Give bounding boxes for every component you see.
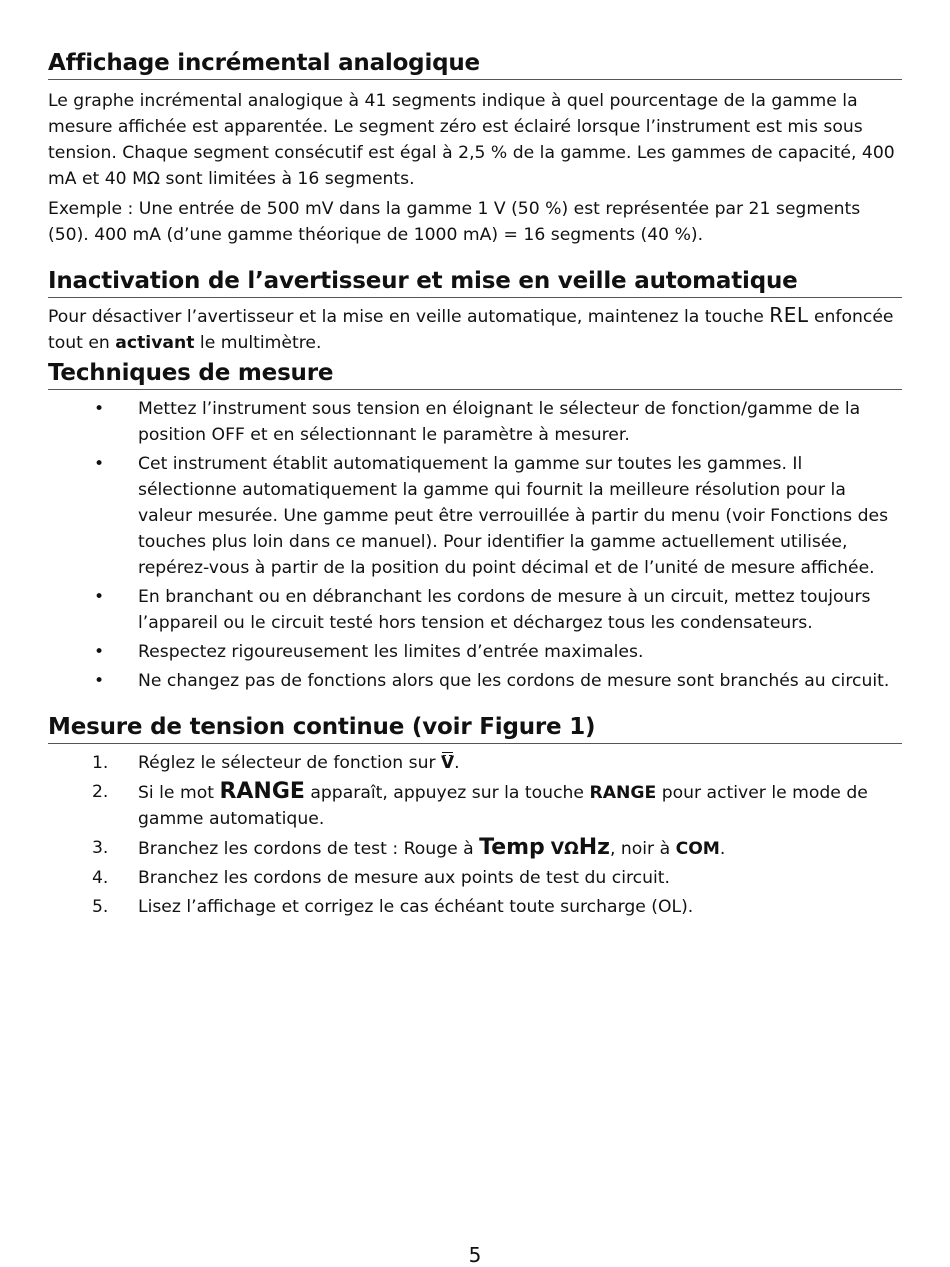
step-4: 4. Branchez les cordons de mesure aux points de test du circuit.: [48, 865, 902, 891]
hz-terminal-label: Hz: [578, 835, 610, 860]
step-number: 2.: [92, 782, 109, 802]
dc-voltage-icon: V: [441, 750, 454, 776]
section-analog-display: [48, 48, 902, 248]
rel-key-label: REL: [769, 303, 809, 327]
step-5: 5. Lisez l’affichage et corrigez le cas échéant toute surcharge (OL).: [48, 894, 902, 920]
step-3: 3. Branchez les cordons de test : Rouge à Temp VΩHz, noir à COM.: [92, 835, 726, 860]
step-number: 4.: [92, 868, 109, 888]
beeper-paragraph: Pour désactiver l’avertisseur et la mise en veille automatique, maintenez la touche REL enfoncée tout en activant le multimètre.: [48, 303, 894, 353]
list-item: • Cet instrument établit automatiquement la gamme sur toutes les gammes. Il sélectionne automatiquement la gamme qui fournit la meilleure résolution pour la valeur mesurée. Une gamme peut être verrouillée à partir du menu (voir Fonctions des touches plus loin dans ce manuel). Pour identifier la gamme actuellement utilisée, repérez-vous à partir de la position du point décimal et de l’unité de mesure affichée.: [48, 451, 902, 581]
vohm-terminal-label: VΩ: [544, 839, 579, 859]
com-terminal-label: COM: [675, 839, 720, 859]
bold-activant: activant: [115, 333, 195, 353]
bullet-icon: •: [94, 642, 105, 662]
step-number: 5.: [92, 897, 109, 917]
techniques-list: [48, 396, 902, 694]
list-item: • Mettez l’instrument sous tension en éloignant le sélecteur de fonction/gamme de la position OFF et en sélectionnant le paramètre à mesurer.: [48, 396, 902, 448]
section-title-beeper: Inactivation de l’avertisseur et mise en veille automatique: [48, 266, 902, 298]
bullet-icon: •: [94, 399, 105, 419]
section-beeper: [48, 266, 902, 356]
step-1: 1. Réglez le sélecteur de fonction sur V.: [48, 750, 902, 776]
section-title-analog: Affichage incrémental analogique: [48, 48, 902, 80]
section-dc-voltage: [48, 712, 902, 920]
step-2: 2. Si le mot RANGE apparaît, appuyez sur la touche RANGE pour activer le mode de gamme automatique.: [92, 779, 868, 829]
step-number: 1.: [92, 753, 109, 773]
section-title-techniques: Techniques de mesure: [48, 358, 902, 390]
analog-example: Exemple : Une entrée de 500 mV dans la gamme 1 V (50 %) est représentée par 21 segments (50). 400 mA (d’une gamme théorique de 1000 mA) = 16 segments (40 %).: [48, 199, 861, 245]
bullet-icon: •: [94, 587, 105, 607]
manual-page: [48, 48, 902, 923]
range-display-label: RANGE: [219, 779, 305, 804]
step-number: 3.: [92, 838, 109, 858]
list-item: • En branchant ou en débranchant les cordons de mesure à un circuit, mettez toujours l’appareil ou le circuit testé hors tension et déchargez tous les condensateurs.: [48, 584, 902, 636]
dc-steps-list: [48, 750, 902, 920]
bullet-icon: •: [94, 671, 105, 691]
analog-paragraph: Le graphe incrémental analogique à 41 segments indique à quel pourcentage de la gamme la mesure affichée est apparentée. Le segment zéro est éclairé lorsque l’instrument est mis sous tension. Chaque segment consécutif est égal à 2,5 % de la gamme. Les gammes de capacité, 400 mA et 40 MΩ sont limitées à 16 segments.: [48, 91, 895, 189]
list-item: • Ne changez pas de fonctions alors que les cordons de mesure sont branchés au circuit.: [48, 668, 902, 694]
list-item: • Respectez rigoureusement les limites d’entrée maximales.: [48, 639, 902, 665]
bullet-icon: •: [94, 454, 105, 474]
temp-terminal-label: Temp: [479, 835, 545, 860]
section-techniques: [48, 358, 902, 694]
page-number: 5: [468, 1243, 482, 1267]
section-title-dc-voltage: Mesure de tension continue (voir Figure 1): [48, 712, 902, 744]
range-key-label: RANGE: [589, 783, 657, 803]
